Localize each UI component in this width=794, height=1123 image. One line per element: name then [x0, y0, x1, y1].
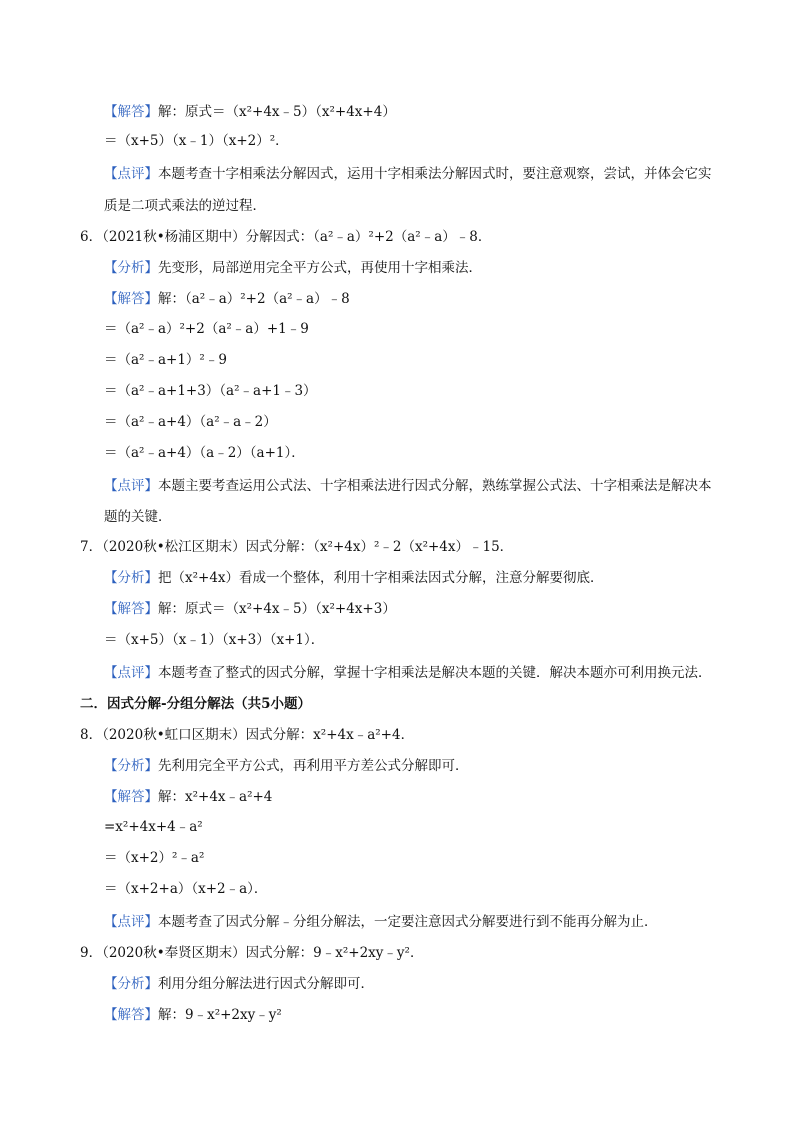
question-6	[80, 227, 491, 247]
question-text: （2020秋•虹口区期末）因式分解：x²+4x﹣a²+4．	[102, 727, 415, 743]
q7-review-line	[104, 663, 712, 683]
analysis-tag: 【分析】	[104, 570, 158, 586]
analysis-tag: 【分析】	[104, 976, 158, 992]
question-text: （2020秋•松江区期末）因式分解：（x²+4x）²﹣2（x²+4x）﹣15．	[102, 539, 514, 555]
review-tag: 【点评】	[104, 914, 158, 930]
answer-tag: 【解答】	[104, 601, 158, 617]
question-8	[80, 725, 414, 745]
q8-answer-line	[104, 787, 272, 807]
section-heading: 二．因式分解-分组分解法（共5小题）	[80, 696, 311, 712]
p5-review-text: 本题考查十字相乘法分解因式，运用十字相乘法分解因式时，要注意观察，尝试，并体会它实	[158, 166, 712, 182]
q6-answer-text: 解：（a²﹣a）²+2（a²﹣a）﹣8	[158, 291, 350, 307]
q6-review-continuation: 题的关键．	[104, 509, 172, 525]
q7-step-1: ＝（x+5）（x﹣1）（x+3）（x+1）．	[104, 632, 325, 648]
q9-answer-text: 解：9﹣x²+2xy﹣y²	[158, 1007, 282, 1023]
q7-answer-line	[104, 599, 396, 619]
review-tag: 【点评】	[104, 478, 158, 494]
q8-review-text: 本题考查了因式分解﹣分组分解法，一定要注意因式分解要进行到不能再分解为止．	[158, 914, 658, 930]
q6-review-text: 本题主要考查运用公式法、十字相乘法进行因式分解，熟练掌握公式法、十字相乘法是解决本	[158, 478, 712, 494]
q8-analysis-line	[104, 756, 469, 776]
question-7	[80, 537, 513, 557]
q8-review-line	[104, 912, 658, 932]
analysis-tag: 【分析】	[104, 260, 158, 276]
q6-step-1: ＝（a²﹣a）²+2（a²﹣a）+1﹣9	[104, 321, 309, 337]
q8-step-2: ＝（x+2）²﹣a²	[104, 850, 205, 866]
q7-analysis-text: 把（x²+4x）看成一个整体，利用十字相乘法因式分解，注意分解要彻底．	[158, 570, 604, 586]
q6-review-line	[104, 476, 712, 496]
answer-tag: 【解答】	[104, 291, 158, 307]
q9-analysis-text: 利用分组分解法进行因式分解即可．	[158, 976, 374, 992]
p5-answer-text: 解：原式＝（x²+4x﹣5）（x²+4x+4）	[158, 104, 396, 120]
q6-step-5: ＝（a²﹣a+4）（a﹣2）（a+1）．	[104, 445, 305, 461]
question-number: 9．	[80, 945, 103, 961]
q8-analysis-text: 先利用完全平方公式，再利用平方差公式分解即可．	[158, 758, 469, 774]
q6-step-3: ＝（a²﹣a+1+3）（a²﹣a+1﹣3）	[104, 383, 317, 399]
answer-tag: 【解答】	[104, 789, 158, 805]
q6-step-4: ＝（a²﹣a+4）（a²﹣a﹣2）	[104, 414, 277, 430]
p5-answer-line	[104, 102, 396, 122]
answer-tag: 【解答】	[104, 104, 158, 120]
p5-step-1: ＝（x+5）（x﹣1）（x+2）²．	[104, 133, 289, 149]
q6-analysis-text: 先变形，局部逆用完全平方公式，再使用十字相乘法．	[158, 260, 482, 276]
question-text: （2020秋•奉贤区期末）因式分解：9﹣x²+2xy﹣y²．	[102, 945, 424, 961]
q9-answer-line	[104, 1005, 282, 1025]
q6-step-2: ＝（a²﹣a+1）²﹣9	[104, 352, 227, 368]
question-number: 6．	[80, 229, 103, 245]
q6-analysis-line	[104, 258, 482, 278]
q7-review-text: 本题考查了整式的因式分解，掌握十字相乘法是解决本题的关键．解决本题亦可利用换元法．	[158, 665, 712, 681]
review-tag: 【点评】	[104, 166, 158, 182]
q7-answer-text: 解：原式＝（x²+4x﹣5）（x²+4x+3）	[158, 601, 396, 617]
question-text: （2021秋•杨浦区期中）分解因式：（a²﹣a）²+2（a²﹣a）﹣8．	[102, 229, 492, 245]
q8-step-1: =x²+4x+4﹣a²	[104, 819, 203, 835]
p5-review-line	[104, 164, 712, 184]
q8-answer-text: 解：x²+4x﹣a²+4	[158, 789, 273, 805]
q7-analysis-line	[104, 568, 604, 588]
review-tag: 【点评】	[104, 665, 158, 681]
question-number: 8．	[80, 727, 103, 743]
question-9	[80, 943, 423, 963]
p5-review-continuation: 质是二项式乘法的逆过程．	[104, 198, 266, 214]
q8-step-3: ＝（x+2+a）（x+2﹣a）．	[104, 881, 268, 897]
analysis-tag: 【分析】	[104, 758, 158, 774]
answer-tag: 【解答】	[104, 1007, 158, 1023]
question-number: 7．	[80, 539, 103, 555]
q9-analysis-line	[104, 974, 374, 994]
q6-answer-line	[104, 289, 350, 309]
